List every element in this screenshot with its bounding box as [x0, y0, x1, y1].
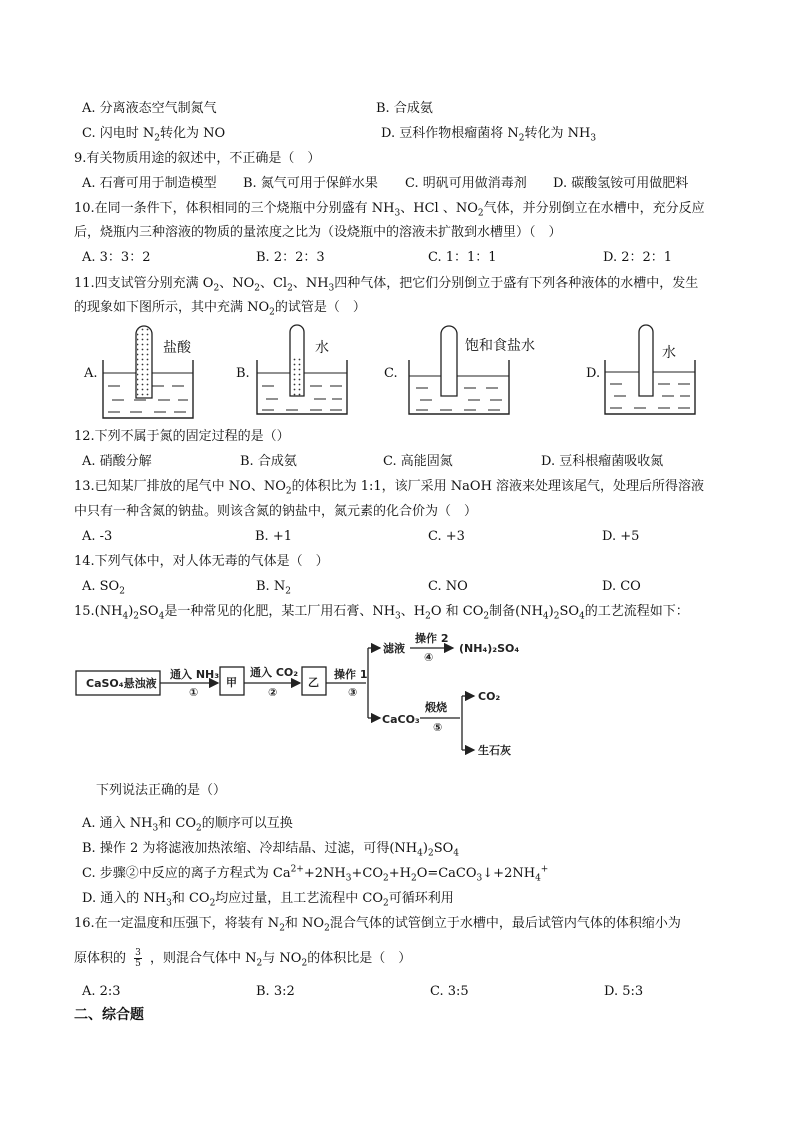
- q9-option-d: D. 碳酸氢铵可用做肥料: [553, 176, 689, 191]
- step2-num: ②: [268, 686, 278, 699]
- jia-text: 甲: [226, 676, 237, 689]
- product-text: (NH₄)₂SO₄: [459, 642, 520, 655]
- q8-option-c: C. 闪电时 $N_2$转化为 NO: [82, 126, 226, 144]
- q10-option-b: B. 2：2：3: [256, 250, 325, 265]
- step1-text: 通入 NH₃: [170, 668, 220, 681]
- trough-a-label: 盐酸: [163, 340, 191, 356]
- q13-option-b: B. +1: [255, 529, 292, 544]
- q16-option-d: D. 5:3: [604, 984, 644, 999]
- q9-option-a: A. 石膏可用于制造模型: [82, 176, 217, 191]
- start-text: CaSO₄悬浊液: [86, 677, 157, 690]
- q11-option-a: A.: [84, 366, 98, 381]
- q11-option-b: B.: [236, 366, 250, 381]
- q13-option-d: D. +5: [602, 529, 640, 544]
- q10-option-a: A. 3：3：2: [82, 250, 151, 265]
- q16-stem-line1: 16.在一定温度和压强下，将装有 $N_2$和 $NO_2$混合气体的试管倒立于水槽中，最后试管内气体的体积缩小为: [74, 916, 681, 934]
- trough-diagram-d: [600, 322, 700, 422]
- q11-stem-line2: 的现象如下图所示，其中充满 $NO_2$的试管是（ ）: [74, 300, 366, 318]
- section-heading: 二、综合题: [74, 1007, 144, 1023]
- q12-option-d: D. 豆科根瘤菌吸收氮: [541, 454, 664, 469]
- fraction-numerator: 3: [135, 948, 141, 958]
- fraction: [134, 948, 142, 969]
- q16-option-b: B. 3:2: [256, 984, 295, 999]
- caco3-text: CaCO₃: [382, 713, 420, 726]
- filtrate-text: 滤液: [383, 642, 405, 655]
- q12-option-c: C. 高能固氮: [383, 454, 453, 469]
- q14-option-d: D. CO: [602, 579, 641, 594]
- lime-text: 生石灰: [478, 744, 511, 757]
- trough-b-label: 水: [315, 340, 329, 356]
- q12-option-b: B. 合成氨: [240, 454, 297, 469]
- q11-stem-line1: 11.四支试管分别充满 $O_2$、$NO_2$、$Cl_2$、$NH_3$四种气体，把它们分别倒立于盛有下列各种液体的水槽中，发生: [74, 276, 699, 294]
- process-flow-diagram: [70, 628, 550, 768]
- step3-num: ③: [348, 686, 358, 699]
- q9-option-c: C. 明矾可用做消毒剂: [405, 176, 527, 191]
- step2-text: 通入 CO₂: [250, 666, 299, 679]
- q10-stem-line1: 10.在同一条件下，体积相同的三个烧瓶中分别盛有 $NH_3$、HCl 、$NO_2$气体，并分别倒立在水槽中，充分反应: [74, 201, 705, 219]
- co2-text: CO₂: [478, 690, 501, 703]
- q14-stem: 14.下列气体中，对人体无毒的气体是（ ）: [74, 554, 329, 569]
- q12-stem: 12.下列不属于氮的固定过程的是（）: [74, 429, 290, 444]
- step4-num: ④: [424, 651, 434, 664]
- q13-option-a: A. -3: [82, 529, 113, 544]
- calcine-text: 煅烧: [425, 701, 447, 714]
- trough-c-label: 饱和食盐水: [465, 338, 535, 354]
- trough-diagram-a: [100, 322, 200, 422]
- q12-option-a: A. 硝酸分解: [82, 454, 152, 469]
- q14-option-b: B. $N_2$: [256, 579, 291, 597]
- step3-text: 操作 1: [334, 668, 368, 681]
- q11-option-d: D.: [586, 366, 601, 381]
- trough-d-label: 水: [662, 345, 676, 361]
- q15-option-d: D. 通入的 $NH_3$和 $CO_2$均应过量，且工艺流程中 $CO_2$可循环利用: [82, 891, 454, 909]
- step1-num: ①: [189, 686, 199, 699]
- trough-diagram-b: [252, 322, 352, 422]
- q10-stem-line2: 后，烧瓶内三种溶液的物质的量浓度之比为（设烧瓶中的溶液未扩散到水槽里）（ ）: [74, 225, 562, 240]
- step5-num: ⑤: [433, 721, 443, 734]
- q9-stem: 9.有关物质用途的叙述中，不正确是（ ）: [74, 151, 321, 166]
- step4-text: 操作 2: [415, 632, 449, 645]
- q8-option-a: A. 分离液态空气制氮气: [82, 101, 217, 116]
- q15-stem: $15.(NH_4)_2SO_4$是一种常见的化肥，某工厂用石膏、$NH_3$、$H_2O$ 和 $CO_2$制备$(NH_4)_2SO_4$的工艺流程如下：: [74, 604, 689, 622]
- q15-prompt: 下列说法正确的是（）: [96, 783, 227, 798]
- q15-option-a: A. 通入 $NH_3$和 $CO_2$的顺序可以互换: [82, 816, 293, 834]
- q15-option-c: C. 步骤②中反应的离子方程式为 $Ca^{2+}+2NH_3+CO_2+H_2O=CaCO_3↓+2NH_4^+$: [82, 864, 549, 884]
- q8-option-d: D. 豆科作物根瘤菌将 $N_2$转化为 $NH_3$: [381, 126, 597, 144]
- q14-option-a: A. $SO_2$: [82, 579, 125, 597]
- q11-option-c: C.: [384, 366, 398, 381]
- q10-option-c: C. 1：1：1: [428, 250, 497, 265]
- q13-option-c: C. +3: [428, 529, 465, 544]
- q16-option-a: A. 2:3: [82, 984, 121, 999]
- q14-option-c: C. NO: [428, 579, 468, 594]
- q13-stem-line2: 中只有一种含氮的钠盐。则该含氮的钠盐中，氮元素的化合价为（ ）: [74, 504, 478, 519]
- q13-stem-line1: 13.已知某厂排放的尾气中 NO、$NO_2$的体积比为 1:1，该厂采用 NaOH 溶液来处理该尾气，处理后所得溶液: [74, 479, 705, 497]
- q10-option-d: D. 2：2：1: [603, 250, 673, 265]
- yi-text: 乙: [308, 676, 319, 689]
- q15-option-b: B. 操作 2 为将滤液加热浓缩、冷却结晶、过滤，可得$(NH_4)_2SO_4$: [82, 841, 459, 859]
- fraction-denominator: 5: [135, 959, 141, 969]
- q9-option-b: B. 氮气可用于保鲜水果: [243, 176, 378, 191]
- q16-option-c: C. 3:5: [430, 984, 469, 999]
- q8-option-b: B. 合成氨: [376, 101, 433, 116]
- q16-stem-line2: 原体积的 $\frac{3}{5}$ ，则混合气体中 $N_2$与 $NO_2$的体积比是（ ）: [74, 948, 412, 969]
